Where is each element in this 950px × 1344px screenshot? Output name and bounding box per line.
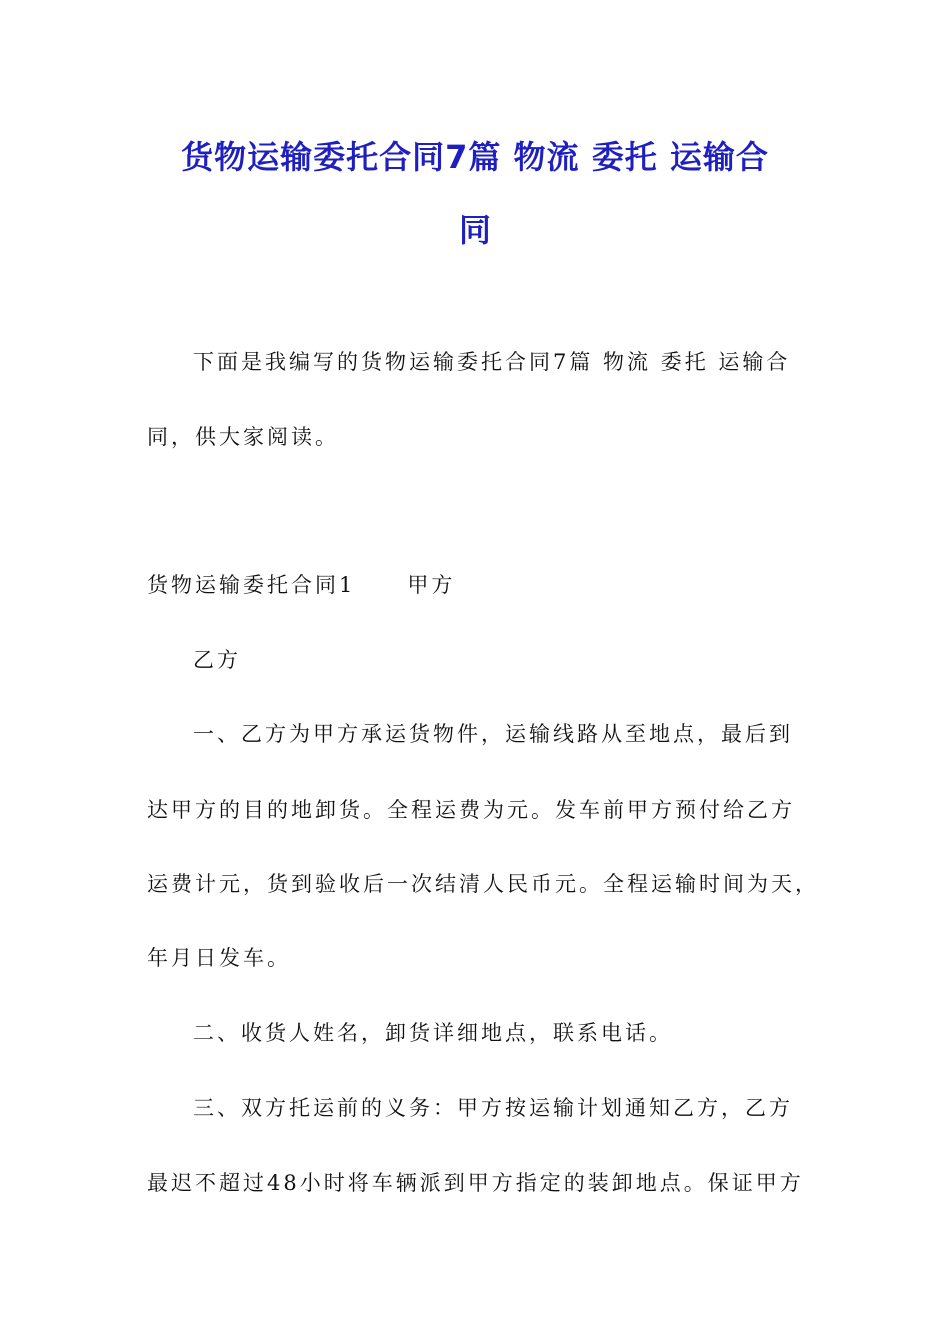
clause-1-line-3: 运费计元，货到验收后一次结清人民币元。全程运输时间为天， [147,872,819,896]
section-heading-row [147,569,807,599]
clause-1-line-2: 达甲方的目的地卸货。全程运费为元。发车前甲方预付给乙方 [147,798,795,822]
clause-2-line-1: 二、收货人姓名，卸货详细地点，联系电话。 [193,1021,673,1045]
section-heading: 货物运输委托合同1 [147,573,356,597]
clause-3-line-1: 三、双方托运前的义务：甲方按运输计划通知乙方，乙方 [193,1096,793,1120]
clause-1-line-4: 年月日发车。 [147,946,291,970]
intro-line-1: 下面是我编写的货物运输委托合同7篇 物流 委托 运输合 [193,350,791,374]
document-title-line-1: 货物运输委托合同7篇 物流 委托 运输合 [181,138,769,176]
party-a-label: 甲方 [407,573,456,597]
party-b-label: 乙方 [193,648,241,672]
clause-3-line-2: 最迟不超过48小时将车辆派到甲方指定的装卸地点。保证甲方 [147,1171,804,1195]
document-title-line-2: 同 [458,211,491,249]
clause-1-line-1: 一、乙方为甲方承运货物件，运输线路从至地点，最后到 [193,722,793,746]
intro-line-2: 同，供大家阅读。 [147,425,339,449]
